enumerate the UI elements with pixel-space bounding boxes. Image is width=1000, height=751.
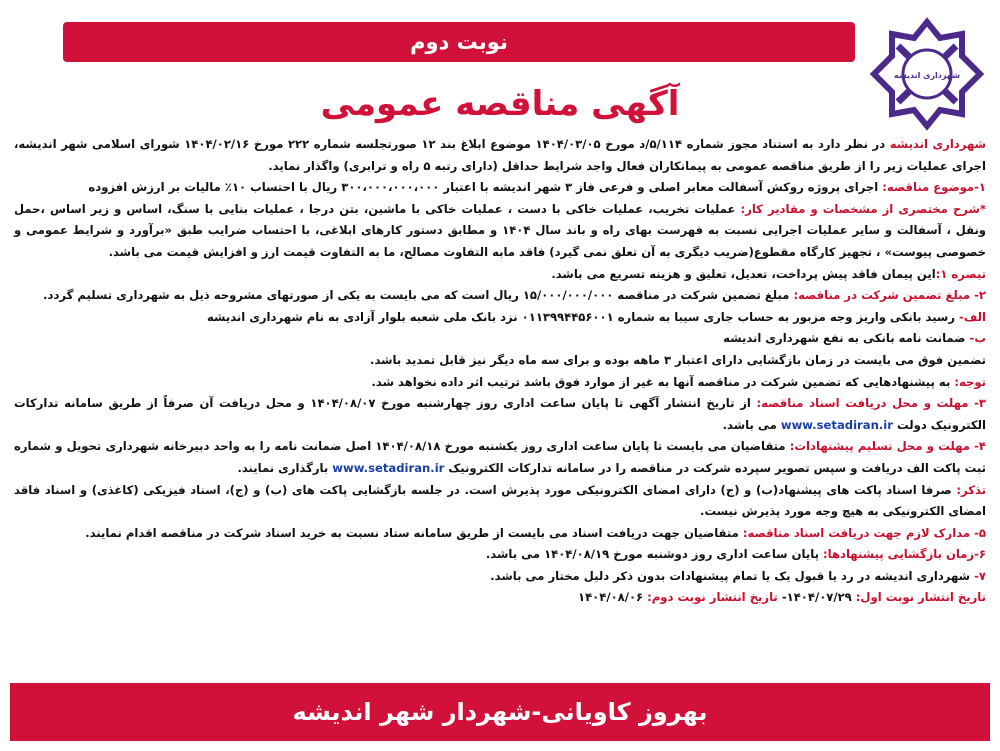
item-text: ضمانت نامه بانکی به نفع شهرداری اندیشه — [723, 331, 966, 346]
item-text: از تاریخ انتشار آگهی تا پایان ساعت اداری روز چهارشنبه مورخ ۱۴۰۴/۰۸/۰۷ و محل دریافت آن صرفاً از طریق سامانه تدارکات الکترونیک دولت — [14, 396, 986, 432]
item-reminder — [14, 480, 986, 523]
item-text: می باشد. — [722, 417, 781, 432]
item-text: این پیمان فاقد پیش پرداخت، تعدیل، تعلیق و هزینه تسریع می باشد. — [551, 266, 936, 281]
item-text: به پیشنهادهایی که تضمین شرکت در مناقصه آنها به غیر از موارد فوق باشد ترتیب اثر داده نخواهد شد. — [371, 374, 951, 389]
item-publication-dates — [14, 587, 986, 609]
item-label: تاریخ انتشار نوبت دوم: — [643, 590, 778, 605]
item-text: ۱۴۰۴/۰۷/۲۹- — [777, 590, 852, 605]
item-label: *شرح مختصری از مشخصات و مقادیر کار: — [735, 201, 986, 216]
item-label: ۴- مهلت و محل تسلیم پیشنهادات: — [785, 439, 986, 454]
item-guarantee — [14, 285, 986, 307]
item-required-documents — [14, 523, 986, 545]
round-banner: نوبت دوم — [63, 22, 855, 62]
item-label: ۲- مبلغ تضمین شرکت در مناقصه: — [789, 288, 986, 303]
item-text: اجرای پروژه روکش آسفالت معابر اصلی و فرعی فاز ۳ شهر اندیشه با اعتبار ۳۰۰،۰۰۰،۰۰۰،۰۰۰ ریال با احتساب ۱۰٪ مالیات بر ارزش افزوده — [88, 180, 879, 195]
item-label: ۵- مدارک لازم جهت دریافت اسناد مناقصه: — [738, 525, 986, 540]
item-text: متقاضیان می بایست تا پایان ساعت اداری روز یکشنبه مورخ ۱۴۰۴/۰۸/۱۸ اصل ضمانت نامه را به واحد دبیرخانه شهرداری تحویل و شماره ثبت پاکت الف دریافت و سپس تصویر سپرده شرکت در مناقصه را در سامانه تدارکات الکترونیک — [14, 439, 986, 475]
logo-text: شهرداری اندیشه — [893, 71, 961, 80]
item-text: تضمین فوق می بایست در زمان بازگشایی دارای اعتبار ۳ ماهه بوده و برای سه ماه دیگر نیز قابل تمدید باشد. — [370, 352, 986, 367]
notice-headline: آگهی مناقصه عمومی — [320, 84, 680, 124]
item-label: ۷- — [970, 568, 986, 583]
intro-paragraph — [14, 134, 986, 177]
item-opening-time — [14, 544, 986, 566]
item-scope — [14, 199, 986, 264]
item-text: رسید بانکی واریز وجه مزبور به حساب جاری سیبا به شماره ۰۱۱۳۹۹۴۴۵۶۰۰۱ نزد بانک ملی شعبه بلوار آزادی به نام شهرداری اندیشه — [207, 309, 956, 324]
item-documents-deadline — [14, 393, 986, 436]
item-label: ۱-موضوع مناقصه: — [878, 180, 986, 195]
item-text: بارگذاری نمایند. — [237, 460, 333, 475]
item-subject — [14, 177, 986, 199]
item-text: متقاضیان جهت دریافت اسناد می بایست از طریق سامانه ستاد نسبت به خرید اسناد شرکت در مناقصه اقدام نمایند. — [85, 525, 739, 540]
item-label: تاریخ انتشار نوبت اول: — [851, 590, 986, 605]
item-label: تبصره ۱: — [935, 266, 986, 281]
item-guarantee-a — [14, 307, 986, 329]
item-text: مبلغ تضمین شرکت در مناقصه ۱۵/۰۰۰/۰۰۰/۰۰۰ ریال است که می بایست به یکی از صورتهای مشروحه ذیل به شهرداری تسلیم گردد. — [43, 288, 790, 303]
item-text: ۱۴۰۴/۰۸/۰۶ — [578, 590, 644, 605]
item-guarantee-validity — [14, 350, 986, 372]
item-label: تذکر: — [951, 482, 986, 497]
item-label: توجه: — [950, 374, 986, 389]
item-label: ب- — [965, 331, 986, 346]
item-label: ۶-زمان بازگشایی پیشنهادها: — [818, 547, 986, 562]
signature-banner: بهروز کاویانی-شهردار شهر اندیشه — [10, 683, 990, 741]
item-text: صرفا اسناد پاکت های پیشنهاد(ب) و (ج) دارای امضای الکترونیکی مورد پذیرش است. در جلسه بازگشایی پاکت های (ب) و (ج)، اسناد فیزیکی (کاغذی) و اسناد فاقد امضای الکترونیکی به هیچ وجه مورد پذیرش نیست. — [14, 482, 986, 519]
item-guarantee-b — [14, 328, 986, 350]
item-note-1 — [14, 264, 986, 286]
setadiran-link[interactable]: www.setadiran.ir — [780, 417, 893, 432]
item-text: شهرداری اندیشه در رد یا قبول یک یا تمام پیشنهادات بدون ذکر دلیل مختار می باشد. — [490, 568, 971, 583]
item-label: الف- — [955, 309, 986, 324]
item-submission-deadline — [14, 436, 986, 479]
item-rejection-right — [14, 566, 986, 588]
intro-org: شهرداری اندیشه — [889, 137, 987, 151]
item-text: عملیات تخریب، عملیات خاکی با دست ، عملیات خاکی با ماشین، بتن درجا ، عملیات بنایی با سنگ، اساس و زیر اساس ،حمل ونقل ، آسفالت و سایر عملیات اجرایی نسبت به فهرست بهای راه و باند سال ۱۴۰۴ و مطابق دستور کارهای ابلاغی، با احتساب ضرایب طبق «برآورد و شرایط عمومی و خصوصی پیوست» ، تجهیز کارگاه مقطوع(ضریب دیگری به آن تعلق نمی گیرد) فاقد مابه التفاوت مصالح، ما به التفاوت قیمت ارز و افزایش قیمت می باشد. — [14, 201, 986, 259]
intro-text: در نظر دارد به استناد مجوز شماره ۵/۱۱۴/د مورخ ۱۴۰۴/۰۳/۰۵ موضوع ابلاغ بند ۱۲ صورتجلسه شماره ۲۲۲ مورخ ۱۴۰۴/۰۲/۱۶ شورای اسلامی شهر اندیشه، اجرای عملیات زیر را از طریق مناقصه عمومی به پیمانکاران فعال واجد شرایط حداقل (دارای رتبه ۵ راه و ترابری) واگذار نماید. — [14, 137, 986, 173]
item-label: ۳- مهلت و محل دریافت اسناد مناقصه: — [750, 396, 986, 411]
item-text: پایان ساعت اداری روز دوشنبه مورخ ۱۴۰۴/۰۸/۱۹ می باشد. — [485, 547, 819, 562]
notice-body — [14, 134, 986, 609]
item-attention — [14, 372, 986, 394]
setadiran-link[interactable]: www.setadiran.ir — [332, 460, 445, 475]
